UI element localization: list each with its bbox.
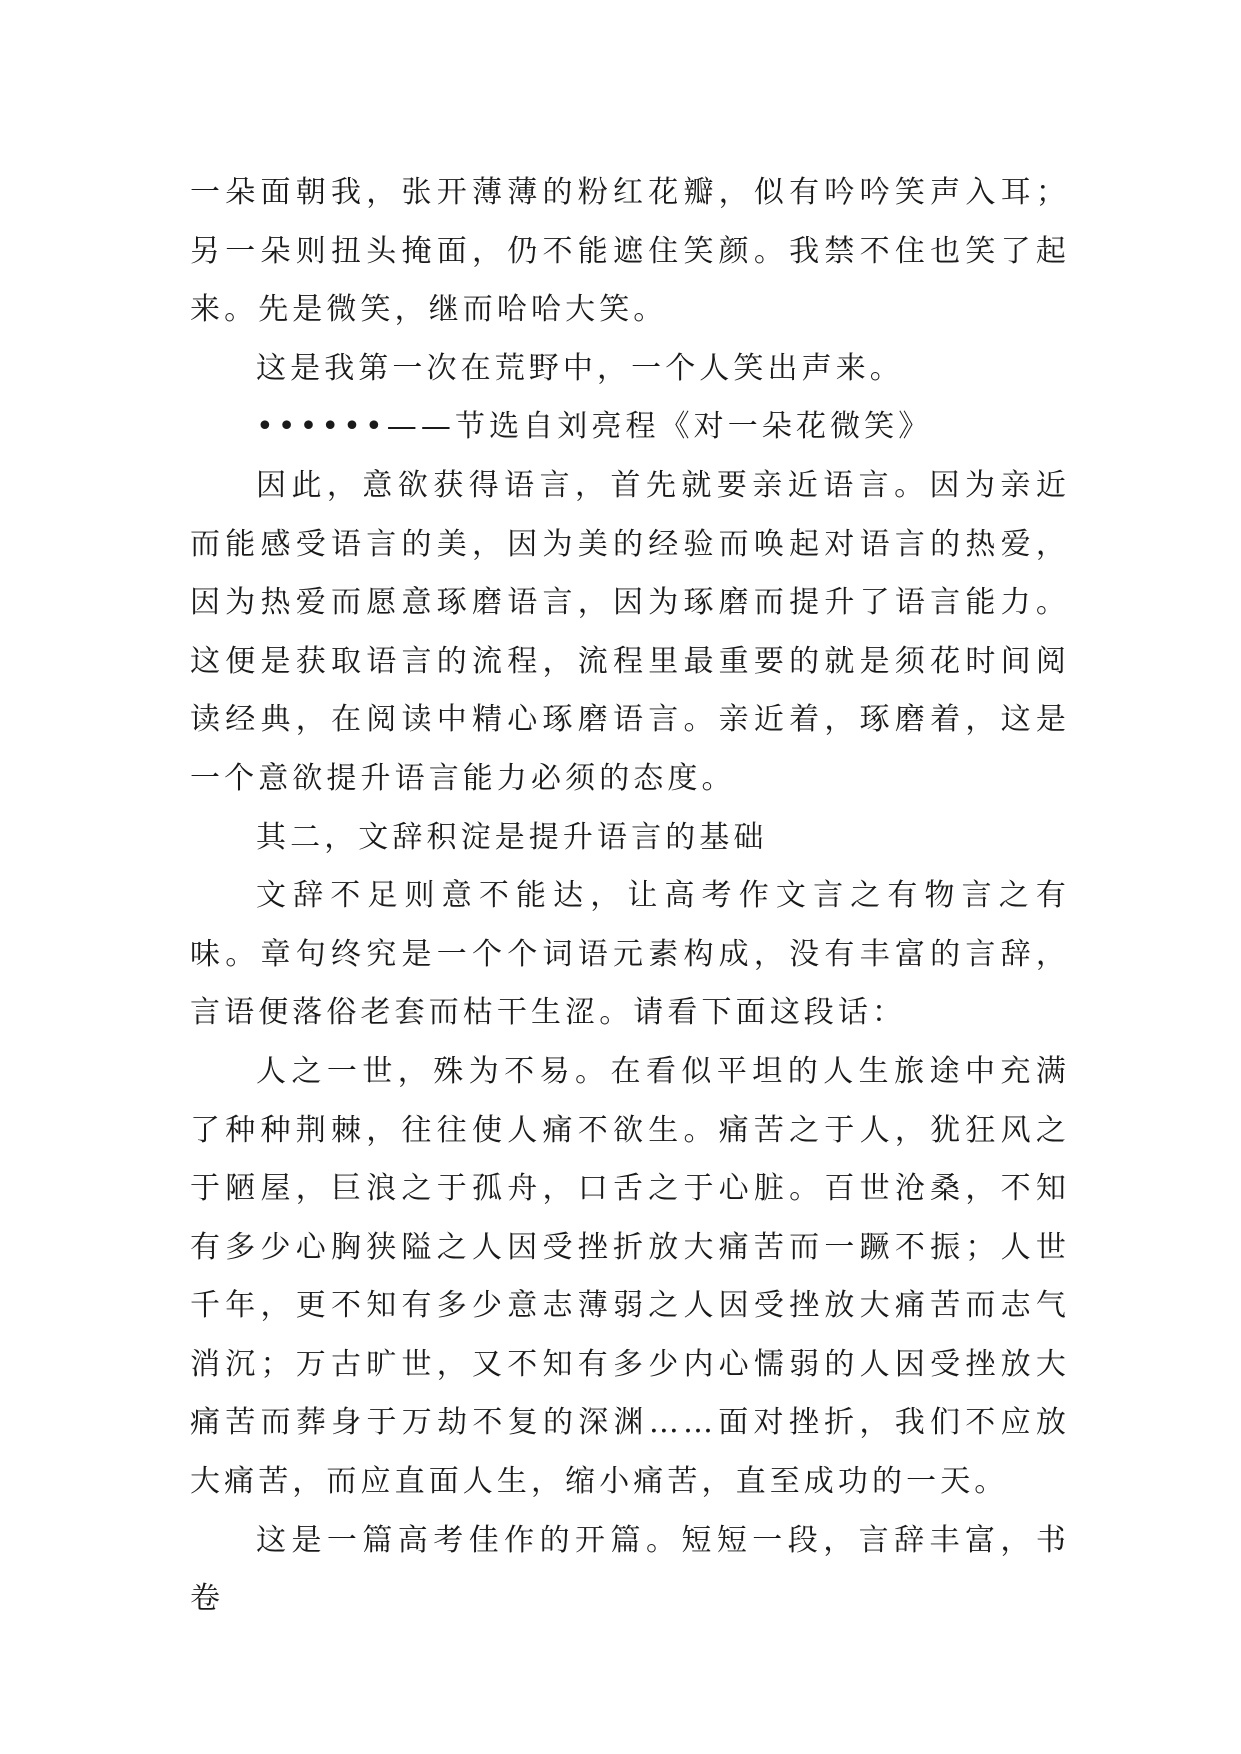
source-citation: ••••••——节选自刘亮程《对一朵花微笑》 [256, 409, 933, 445]
paragraph-5: 这是一篇高考佳作的开篇。短短一段，言辞丰富，书卷 [190, 1522, 1070, 1617]
body-text [190, 164, 1070, 1629]
paragraph-1: 一朵面朝我，张开薄薄的粉红花瓣，似有吟吟笑声入耳；另一朵则扭头掩面，仍不能遮住笑颜。我禁不住也笑了起来。先是微笑，继而哈哈大笑。 [190, 175, 1070, 328]
paragraph-2: 这是我第一次在荒野中，一个人笑出声来。 [256, 350, 904, 386]
paragraph-3: 因此，意欲获得语言，首先就要亲近语言。因为亲近而能感受语言的美，因为美的经验而唤起对语言的热爱，因为热爱而愿意琢磨语言，因为琢磨而提升了语言能力。这便是获取语言的流程，流程里最重要的就是须花时间阅读经典，在阅读中精心琢磨语言。亲近着，琢磨着，这是一个意欲提升语言能力必须的态度。 [190, 467, 1070, 796]
quoted-passage: 人之一世，殊为不易。在看似平坦的人生旅途中充满了种种荆棘，往往使人痛不欲生。痛苦之于人，犹狂风之于陋屋，巨浪之于孤舟，口舌之于心脏。百世沧桑，不知有多少心胸狭隘之人因受挫折放大痛苦而一蹶不振；人世千年，更不知有多少意志薄弱之人因受挫放大痛苦而志气消沉；万古旷世，又不知有多少内心懦弱的人因受挫放大痛苦而葬身于万劫不复的深渊……面对挫折，我们不应放大痛苦，而应直面人生，缩小痛苦，直至成功的一天。 [190, 1053, 1070, 1500]
paragraph-4: 文辞不足则意不能达，让高考作文言之有物言之有味。章句终究是一个个词语元素构成，没有丰富的言辞，言语便落俗老套而枯干生涩。请看下面这段话： [190, 878, 1070, 1031]
section-heading: 其二，文辞积淀是提升语言的基础 [256, 819, 768, 855]
